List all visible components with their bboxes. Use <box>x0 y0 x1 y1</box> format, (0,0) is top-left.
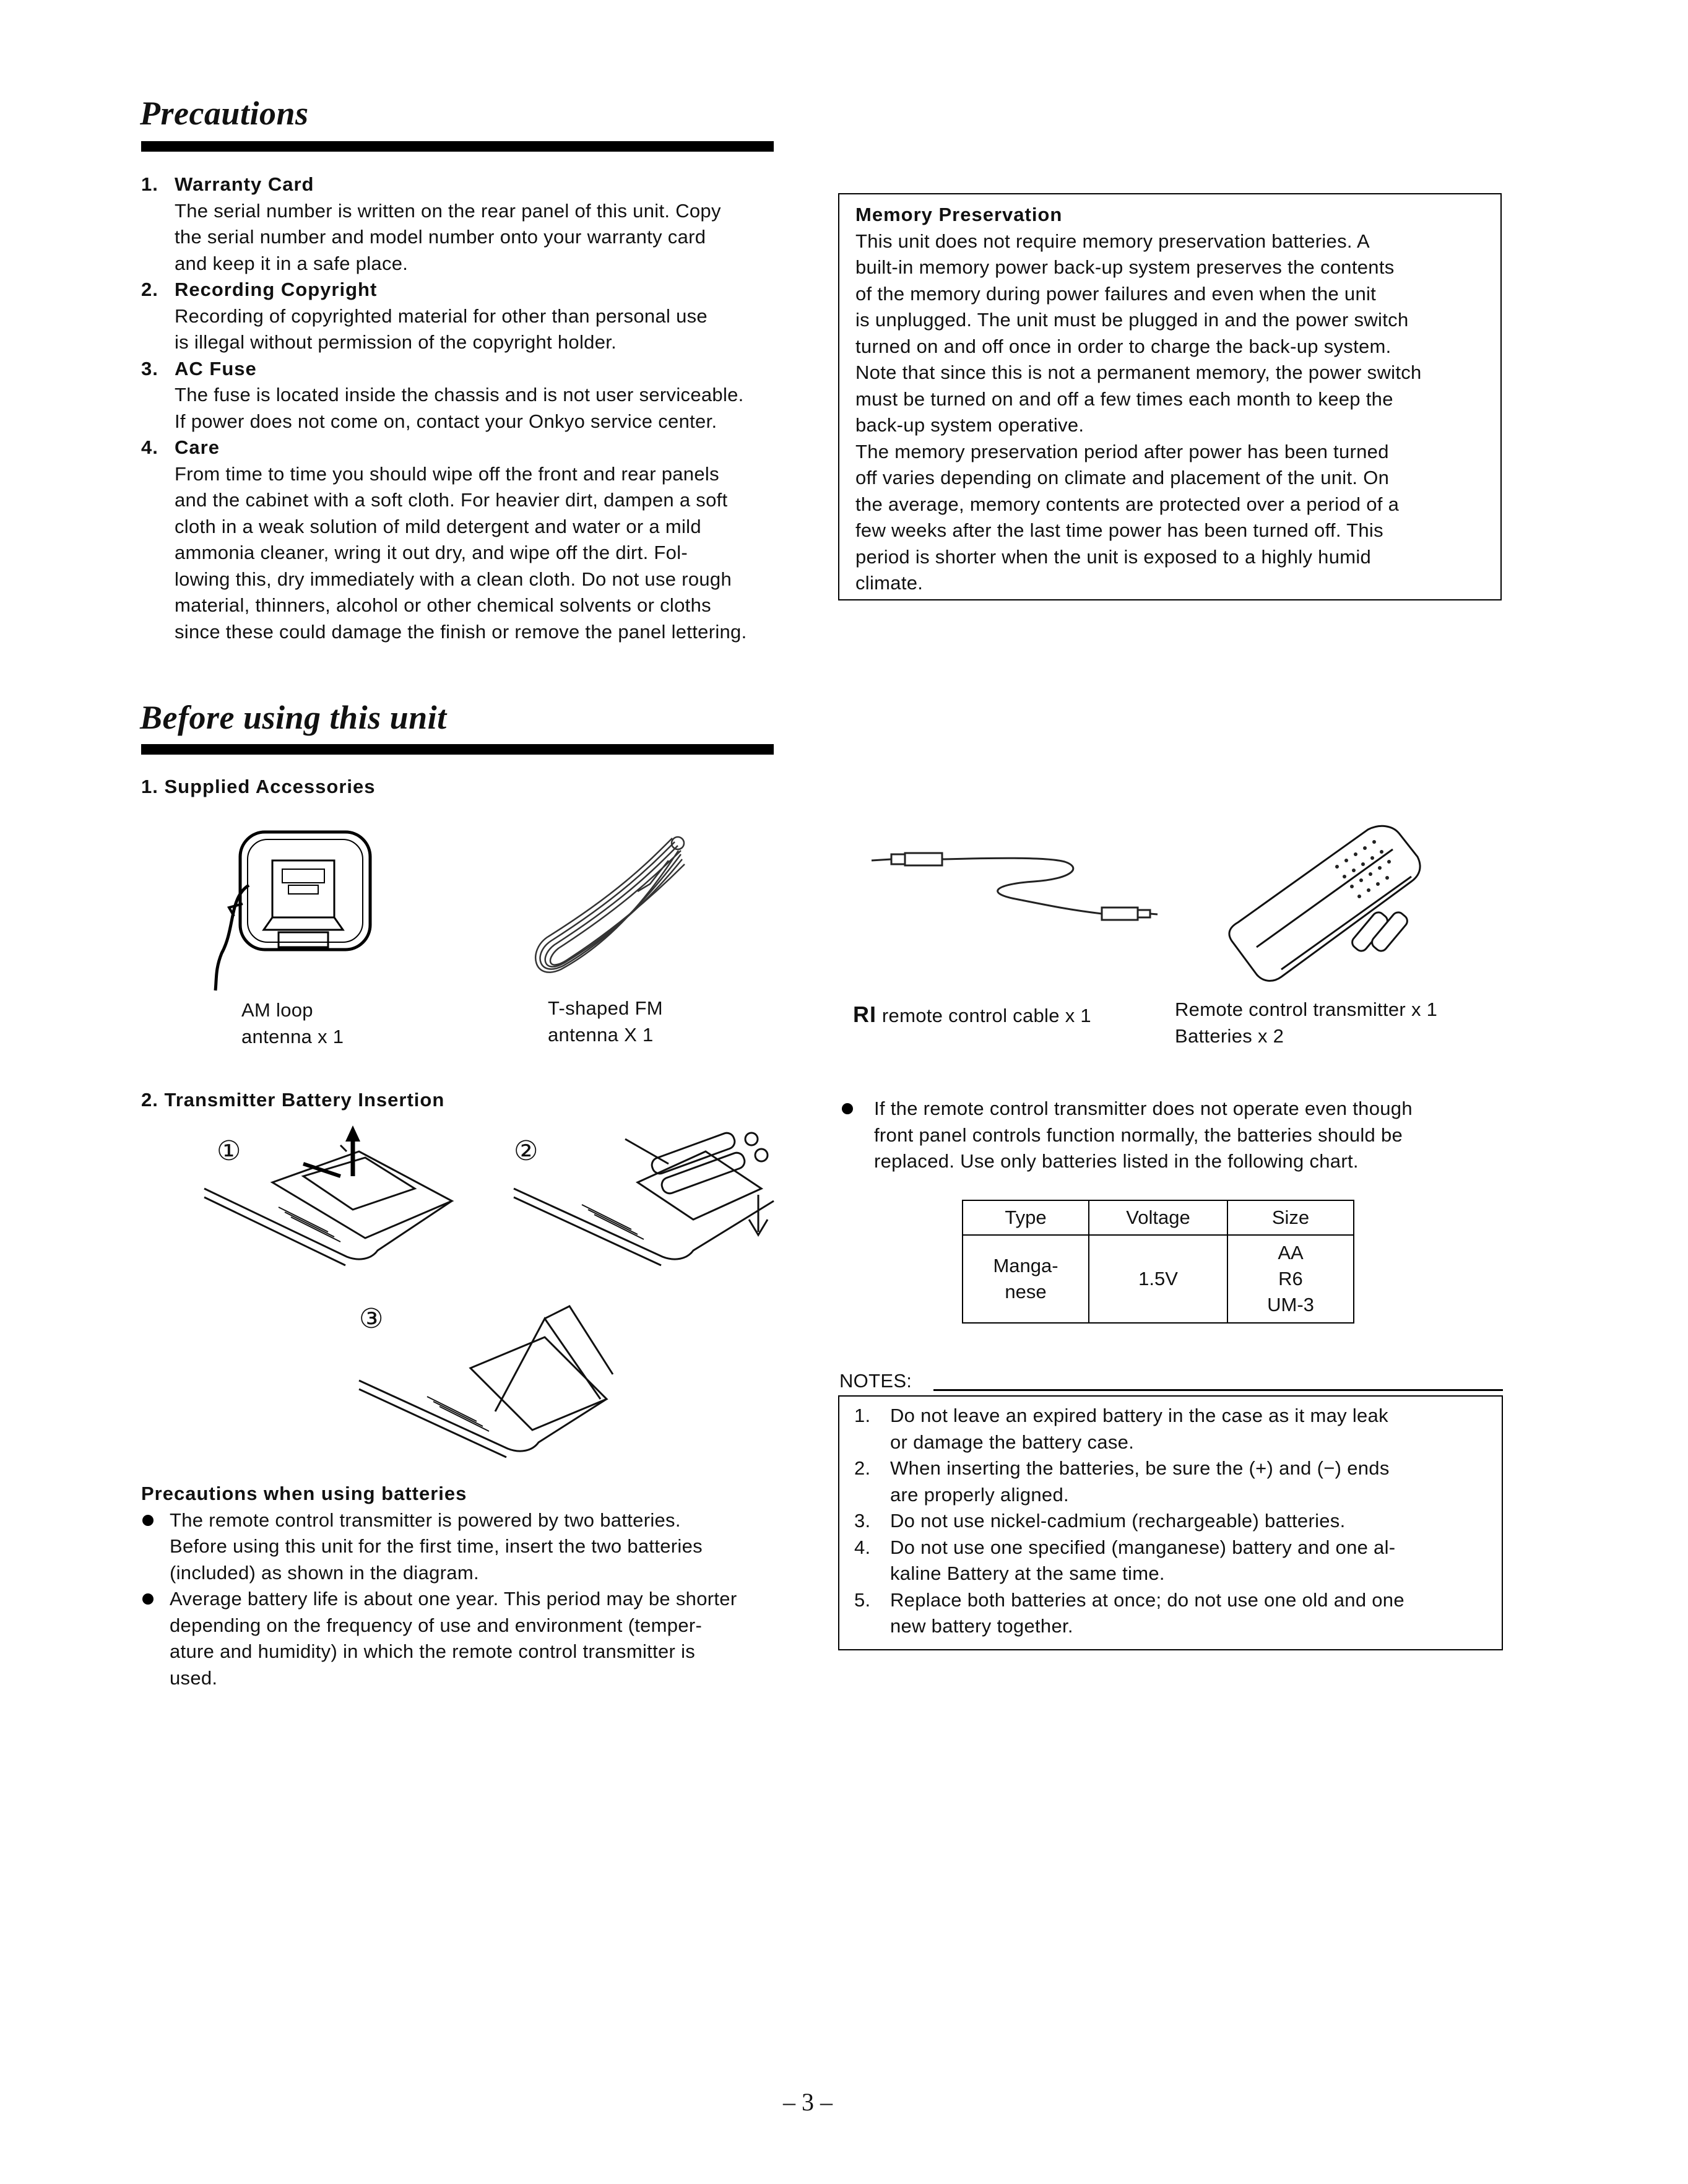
item-number: 3. <box>141 357 158 379</box>
battery-precautions <box>141 1481 797 1691</box>
battery-step-1-illustration <box>204 1133 464 1263</box>
item-line: The fuse is located inside the chassis and is not user serviceable. <box>175 384 744 405</box>
item-line: The serial number is written on the rear panel of this unit. Copy <box>175 199 721 222</box>
ri-cable-illustration <box>867 842 1158 935</box>
note-line: When inserting the batteries, be sure the (+) and (−) ends <box>890 1457 1390 1479</box>
memory-line: built-in memory power back-up system preserves the contents <box>855 256 1395 278</box>
am-label-line: AM loop <box>241 999 313 1021</box>
note-line: Do not leave an expired battery in the case as it may leak <box>890 1405 1388 1426</box>
table-header-type: Type <box>963 1200 1089 1235</box>
memory-line: off varies depending on climate and placement of the unit. On <box>855 467 1390 488</box>
fm-antenna-label <box>548 995 663 1048</box>
item-heading: Recording Copyright <box>175 279 378 300</box>
fm-antenna-illustration <box>526 830 699 990</box>
note-item <box>839 1455 1502 1508</box>
bullet-dot <box>142 1515 154 1526</box>
step-3-marker: ③ <box>359 1303 384 1335</box>
item-line: lowing this, dry immediately with a clean cloth. Do not use rough <box>175 568 732 590</box>
note-line: are properly aligned. <box>890 1483 1069 1506</box>
bullet-line: replaced. Use only batteries listed in the following chart. <box>874 1150 1359 1172</box>
size-line: UM-3 <box>1267 1294 1314 1315</box>
table-cell-voltage: 1.5V <box>1089 1235 1227 1323</box>
page-number: – 3 – <box>783 2088 833 2116</box>
item-number: 1. <box>141 173 158 195</box>
am-loop-label <box>241 997 344 1050</box>
item-line: and keep it in a safe place. <box>175 252 409 274</box>
fm-label-line: antenna X 1 <box>548 1023 654 1046</box>
bullet-line: The remote control transmitter is powered by two batteries. <box>170 1509 681 1531</box>
memory-preservation-box <box>838 193 1502 600</box>
item-heading: Care <box>175 436 220 458</box>
size-line: R6 <box>1278 1268 1303 1289</box>
step-1-marker: ① <box>217 1135 241 1167</box>
note-line: or damage the battery case. <box>890 1431 1135 1453</box>
item-line: From time to time you should wipe off the front and rear panels <box>175 462 719 485</box>
item-line: ammonia cleaner, wring it out dry, and wipe off the dirt. Fol- <box>175 542 688 563</box>
battery-table <box>962 1200 1354 1324</box>
bullet-line: ature and humidity) in which the remote control transmitter is <box>170 1640 696 1662</box>
item-line: since these could damage the finish or remove the panel lettering. <box>175 620 747 643</box>
step-2-marker: ② <box>514 1135 539 1167</box>
item-heading: AC Fuse <box>175 357 257 379</box>
table-cell-size <box>1227 1235 1354 1323</box>
remote-label <box>1175 997 1437 1049</box>
remote-label-line: Remote control transmitter x 1 <box>1175 999 1438 1020</box>
memory-heading: Memory Preservation <box>855 204 1063 225</box>
precaution-item-fuse <box>141 356 797 435</box>
note-line: new battery together. <box>890 1615 1073 1637</box>
item-line: cloth in a weak solution of mild detergent and water or a mild <box>175 515 701 537</box>
notes-heading: NOTES: <box>839 1370 912 1392</box>
ri-cable-text: remote control cable x 1 <box>881 1005 1091 1026</box>
memory-line: the average, memory contents are protected over a period of a <box>855 493 1400 515</box>
memory-line: of the memory during power failures and even when the unit <box>855 282 1377 305</box>
table-cell-type <box>963 1235 1089 1323</box>
battery-precaution-bullet <box>141 1586 797 1691</box>
note-item <box>839 1587 1502 1640</box>
am-label-line: antenna x 1 <box>241 1025 344 1047</box>
memory-line: must be turned on and off a few times each month to keep the <box>855 388 1393 410</box>
memory-line: back-up system operative. <box>855 414 1084 436</box>
item-line: material, thinners, alcohol or other chemical solvents or cloths <box>175 594 711 616</box>
before-rule <box>141 744 774 755</box>
before-title: Before using this unit <box>140 699 447 736</box>
item-line: is illegal without permission of the copyright holder. <box>175 331 617 353</box>
note-number: 5. <box>854 1588 871 1611</box>
memory-line: The memory preservation period after power has been turned <box>855 440 1389 462</box>
memory-line: Note that since this is not a permanent memory, the power switch <box>855 362 1422 383</box>
memory-line: This unit does not require memory preservation batteries. A <box>855 230 1370 252</box>
type-line: nese <box>1005 1281 1047 1302</box>
ri-logo: RI <box>853 1002 876 1027</box>
note-number: 3. <box>854 1510 871 1532</box>
ri-cable-label <box>853 1002 1091 1029</box>
bullet-line: Before using this unit for the first time, insert the two batteries <box>170 1535 703 1557</box>
bullet-line: If the remote control transmitter does not operate even though <box>874 1098 1413 1119</box>
item-line: and the cabinet with a soft cloth. For heavier dirt, dampen a soft <box>175 489 728 511</box>
precaution-item-care <box>141 435 797 645</box>
note-number: 2. <box>854 1457 871 1479</box>
memory-line: few weeks after the last time power has been turned off. This <box>855 519 1383 541</box>
precaution-item-warranty <box>141 171 797 277</box>
note-number: 4. <box>854 1536 871 1558</box>
replace-bullet <box>838 1096 1507 1175</box>
note-line: Do not use nickel-cadmium (rechargeable) batteries. <box>890 1510 1346 1532</box>
precautions-title: Precautions <box>140 95 309 132</box>
note-line: kaline Battery at the same time. <box>890 1562 1165 1584</box>
bullet-line: used. <box>170 1666 218 1689</box>
item-line: the serial number and model number onto your warranty card <box>175 226 706 248</box>
battery-precaution-bullet <box>141 1507 797 1587</box>
battery-insertion-heading: 2. Transmitter Battery Insertion <box>141 1089 445 1111</box>
accessories-heading: 1. Supplied Accessories <box>141 776 376 797</box>
precautions-rule <box>141 141 774 152</box>
note-item <box>839 1403 1502 1455</box>
notes-box <box>838 1395 1503 1650</box>
battery-step-3-illustration <box>359 1306 619 1455</box>
remote-label-line: Batteries x 2 <box>1175 1025 1284 1047</box>
note-item <box>839 1508 1502 1535</box>
fm-label-line: T-shaped FM <box>548 997 663 1019</box>
size-line: AA <box>1278 1242 1304 1263</box>
replace-batteries-note <box>838 1096 1507 1175</box>
note-number: 1. <box>854 1405 871 1426</box>
notes-list <box>839 1403 1502 1640</box>
bullet-dot <box>142 1593 154 1605</box>
precautions-list <box>141 171 797 645</box>
note-item <box>839 1535 1502 1587</box>
note-line: Replace both batteries at once; do not use one old and one <box>890 1588 1405 1611</box>
bullet-line: depending on the frequency of use and environment (temper- <box>170 1614 703 1636</box>
item-number: 4. <box>141 436 158 458</box>
item-heading: Warranty Card <box>175 173 314 195</box>
precaution-item-copyright <box>141 277 797 356</box>
bullet-line: Average battery life is about one year. This period may be shorter <box>170 1588 737 1610</box>
memory-line: period is shorter when the unit is exposed to a highly humid <box>855 545 1372 568</box>
am-loop-antenna-illustration <box>204 823 378 997</box>
memory-line: is unplugged. The unit must be plugged in and the power switch <box>855 309 1409 331</box>
item-number: 2. <box>141 279 158 300</box>
memory-line: climate. <box>855 572 924 594</box>
item-line: If power does not come on, contact your Onkyo service center. <box>175 410 717 432</box>
battery-precautions-heading: Precautions when using batteries <box>141 1483 467 1504</box>
remote-transmitter-illustration <box>1213 817 1436 997</box>
item-line: Recording of copyrighted material for other than personal use <box>175 305 708 327</box>
notes-heading-rule <box>933 1389 1503 1391</box>
bullet-line: (included) as shown in the diagram. <box>170 1561 479 1584</box>
type-line: Manga- <box>993 1255 1058 1276</box>
battery-step-2-illustration <box>514 1127 786 1263</box>
note-line: Do not use one specified (manganese) battery and one al- <box>890 1536 1396 1558</box>
bullet-dot <box>842 1103 853 1114</box>
memory-line: turned on and off once in order to charge the back-up system. <box>855 335 1392 357</box>
bullet-line: front panel controls function normally, the batteries should be <box>874 1124 1403 1146</box>
table-header-size: Size <box>1227 1200 1354 1235</box>
table-header-voltage: Voltage <box>1089 1200 1227 1235</box>
